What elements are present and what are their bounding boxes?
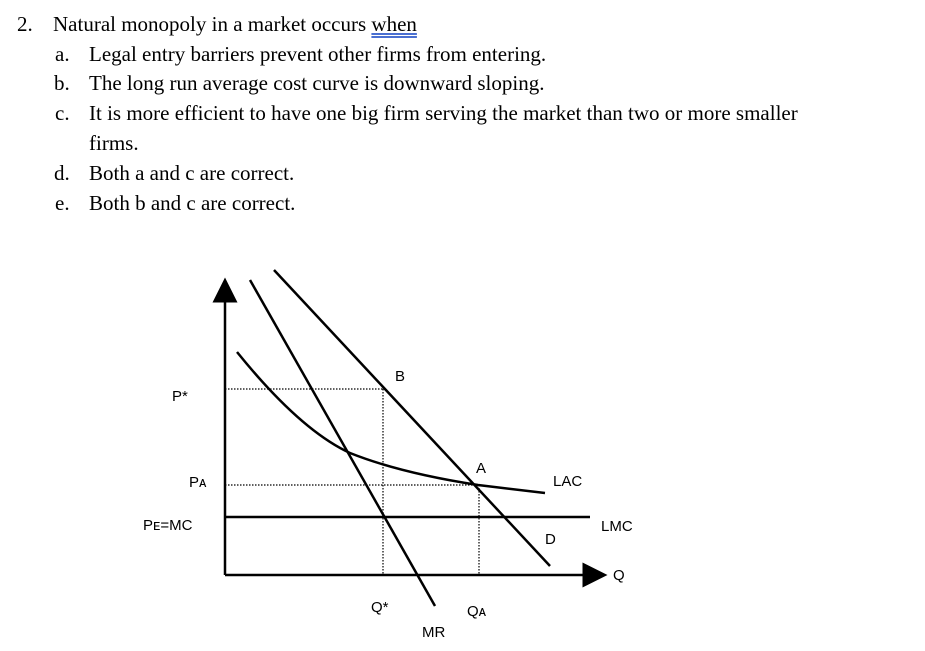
label-q: Q <box>613 567 625 584</box>
lac-curve <box>237 352 545 493</box>
option-letter-d: d. <box>54 161 70 185</box>
question-stem-text: Natural monopoly in a market occurs <box>53 12 367 36</box>
option-letter-a: a. <box>55 42 70 66</box>
label-lac: LAC <box>553 473 583 490</box>
option-text-c: It is more efficient to have one big firm serving the market than two or more smaller <box>89 101 798 125</box>
demand-curve <box>274 270 550 566</box>
label-mr: MR <box>422 624 446 641</box>
option-text-c-continued: firms. <box>89 131 139 155</box>
marginal-revenue-curve <box>250 280 435 606</box>
option-text-e: Both b and c are correct. <box>89 191 296 215</box>
question-number: 2. <box>17 12 33 36</box>
option-text-d: Both a and c are correct. <box>89 161 295 185</box>
label-pa: Pᴀ <box>189 474 207 491</box>
label-a: A <box>476 460 487 477</box>
label-lmc: LMC <box>601 518 633 535</box>
label-qa: Qᴀ <box>467 603 487 620</box>
label-pe-mc: Pᴇ=MC <box>143 517 193 534</box>
option-letter-b: b. <box>54 71 70 95</box>
label-b: B <box>395 368 406 385</box>
option-text-b: The long run average cost curve is downward sloping. <box>89 71 545 95</box>
label-p-star: P* <box>172 388 188 405</box>
option-letter-c: c. <box>55 101 70 125</box>
option-text-a: Legal entry barriers prevent other firms from entering. <box>89 42 547 66</box>
option-letter-e: e. <box>55 191 70 215</box>
label-d: D <box>545 531 556 548</box>
label-q-star: Q* <box>371 599 389 616</box>
question-stem-underlined: when <box>371 12 417 36</box>
